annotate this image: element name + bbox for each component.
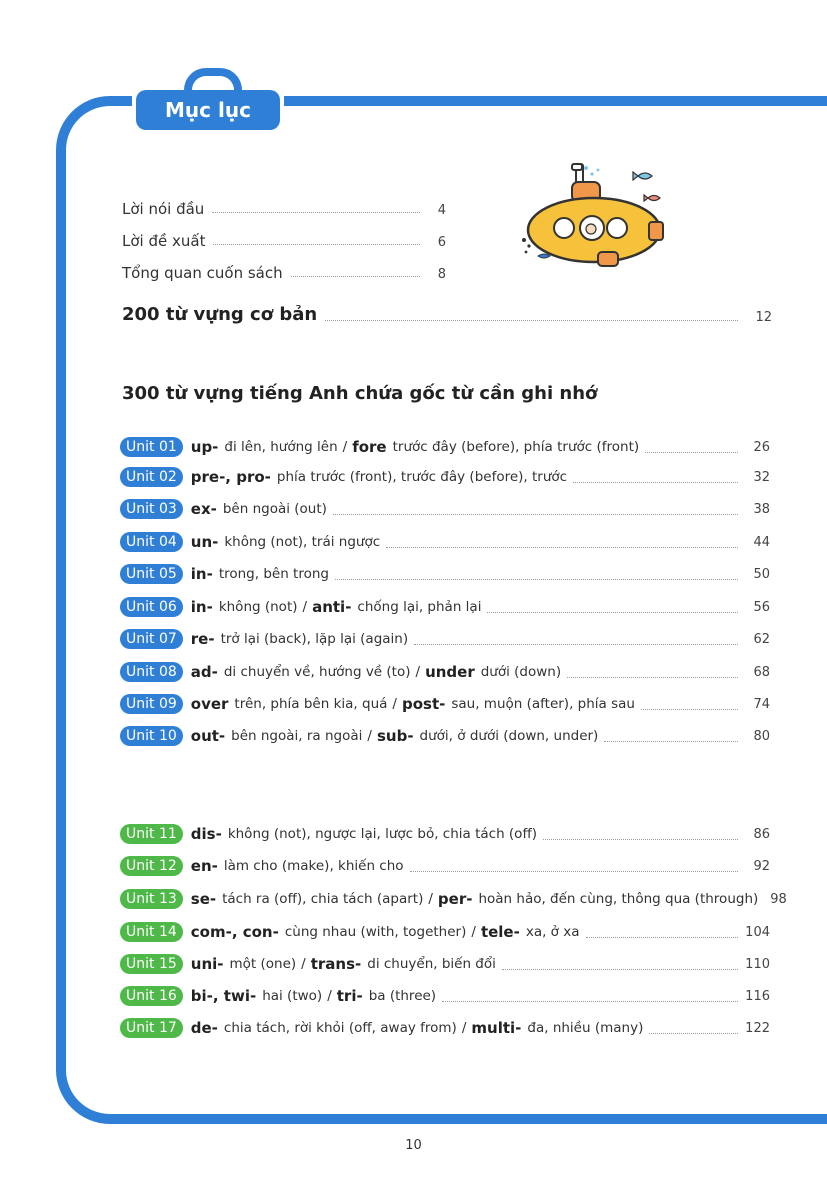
leader-dots xyxy=(333,514,738,515)
word-root: com-, con- xyxy=(190,923,279,941)
leader-dots xyxy=(543,839,738,840)
toc-label: Tổng quan cuốn sách xyxy=(122,264,283,282)
unit-badge: Unit 07 xyxy=(120,629,183,649)
unit-badge: Unit 06 xyxy=(120,597,183,617)
word-root: post- xyxy=(401,695,446,713)
unit-row[interactable] xyxy=(120,692,770,716)
root-meaning: dưới, ở dưới (down, under) xyxy=(419,728,599,744)
separator: / xyxy=(428,891,433,907)
unit-badge: Unit 03 xyxy=(120,499,183,519)
unit-badge: Unit 17 xyxy=(120,1018,183,1038)
toc-page: 4 xyxy=(437,203,446,218)
root-meaning: đi lên, hướng lên xyxy=(224,439,338,455)
section-title: 200 từ vựng cơ bản xyxy=(122,304,318,325)
root-meaning: dưới (down) xyxy=(480,664,562,680)
unit-row[interactable] xyxy=(120,562,770,586)
word-root: anti- xyxy=(312,598,352,616)
unit-row[interactable] xyxy=(120,822,770,846)
word-root: sub- xyxy=(376,727,414,745)
root-meaning: sau, muộn (after), phía sau xyxy=(451,696,635,712)
unit-badge: Unit 05 xyxy=(120,564,183,584)
unit-row[interactable] xyxy=(120,465,770,489)
unit-badge: Unit 09 xyxy=(120,694,183,714)
word-root: de- xyxy=(190,1019,218,1037)
separator: / xyxy=(327,988,332,1004)
root-meaning: ba (three) xyxy=(368,988,437,1004)
leader-dots xyxy=(586,937,739,938)
word-root: in- xyxy=(190,565,213,583)
word-root: fore xyxy=(352,438,387,456)
leader-dots xyxy=(291,276,420,277)
root-meaning: không (not) xyxy=(218,599,298,615)
unit-row[interactable] xyxy=(120,724,770,748)
unit-row[interactable] xyxy=(120,984,770,1008)
separator: / xyxy=(367,728,372,744)
toc-page: 116 xyxy=(745,988,770,1004)
toc-row[interactable] xyxy=(122,194,446,218)
word-root: ex- xyxy=(190,500,217,518)
toc-page: 86 xyxy=(753,826,770,842)
word-root: under xyxy=(425,663,475,681)
leader-dots xyxy=(641,709,738,710)
leader-dots xyxy=(567,677,738,678)
leader-dots xyxy=(604,741,738,742)
toc-page: 12 xyxy=(755,310,772,325)
leader-dots xyxy=(335,579,738,580)
word-root: uni- xyxy=(190,955,224,973)
root-meaning: xa, ở xa xyxy=(525,924,580,940)
toc-page: 32 xyxy=(753,469,770,485)
leader-dots xyxy=(487,612,738,613)
unit-badge: Unit 08 xyxy=(120,662,183,682)
toc-page: 74 xyxy=(753,696,770,712)
toc-page: 8 xyxy=(437,267,446,282)
unit-row[interactable] xyxy=(120,595,770,619)
unit-row[interactable] xyxy=(120,435,770,459)
unit-badge: Unit 12 xyxy=(120,856,183,876)
word-root: tri- xyxy=(336,987,363,1005)
unit-badge: Unit 13 xyxy=(120,889,183,909)
separator: / xyxy=(471,924,476,940)
leader-dots xyxy=(442,1001,738,1002)
word-root: dis- xyxy=(190,825,222,843)
root-meaning: hoàn hảo, đến cùng, thông qua (through) xyxy=(478,891,759,907)
unit-badge: Unit 02 xyxy=(120,467,183,487)
toc-page: 26 xyxy=(753,439,770,455)
separator: / xyxy=(461,1020,467,1036)
root-meaning: bên ngoài, ra ngoài xyxy=(231,728,363,744)
unit-row[interactable] xyxy=(120,1016,770,1040)
word-root: out- xyxy=(190,727,226,745)
root-meaning: bên ngoài (out) xyxy=(222,501,327,517)
root-meaning: không (not), ngược lại, lược bỏ, chia tách (off) xyxy=(227,826,538,842)
submarine-icon xyxy=(514,162,674,276)
word-root: un- xyxy=(190,533,219,551)
word-root: up- xyxy=(190,438,219,456)
unit-row[interactable] xyxy=(120,497,770,521)
word-root: en- xyxy=(190,857,218,875)
unit-row[interactable] xyxy=(120,530,770,554)
root-meaning: trước đây (before), phía trước (front) xyxy=(392,439,640,455)
separator: / xyxy=(301,956,306,972)
toc-page: 62 xyxy=(753,631,770,647)
root-meaning: di chuyển, biến đổi xyxy=(367,956,496,972)
root-meaning: chia tách, rời khỏi (off, away from) xyxy=(223,1020,457,1036)
word-root: in- xyxy=(190,598,213,616)
unit-badge: Unit 01 xyxy=(120,437,183,457)
root-meaning: trong, bên trong xyxy=(218,566,329,582)
root-meaning: hai (two) xyxy=(262,988,323,1004)
root-meaning: phía trước (front), trước đây (before), trước xyxy=(276,469,568,485)
toc-label: Lời đề xuất xyxy=(122,232,206,250)
word-root: se- xyxy=(190,890,217,908)
word-root: trans- xyxy=(310,955,362,973)
unit-badge: Unit 04 xyxy=(120,532,183,552)
leader-dots xyxy=(645,452,738,453)
root-meaning: trên, phía bên kia, quá xyxy=(234,696,388,712)
separator: / xyxy=(342,439,348,455)
toc-page: 50 xyxy=(753,566,770,582)
root-meaning: cùng nhau (with, together) xyxy=(284,924,467,940)
toc-page: 104 xyxy=(745,924,770,940)
leader-dots xyxy=(212,212,420,213)
root-meaning: chống lại, phản lại xyxy=(357,599,482,615)
toc-page: 80 xyxy=(753,728,770,744)
word-root: ad- xyxy=(190,663,218,681)
leader-dots xyxy=(386,547,738,548)
toc-page: 6 xyxy=(437,235,446,250)
leader-dots xyxy=(213,244,420,245)
unit-badge: Unit 14 xyxy=(120,922,183,942)
toc-page: 44 xyxy=(753,534,770,550)
word-root: re- xyxy=(190,630,215,648)
separator: / xyxy=(302,599,308,615)
toc-page: 56 xyxy=(753,599,770,615)
root-meaning: di chuyển về, hướng về (to) xyxy=(223,664,411,680)
toc-page: 92 xyxy=(753,858,770,874)
root-meaning: trở lại (back), lặp lại (again) xyxy=(220,631,409,647)
word-root: bi-, twi- xyxy=(190,987,257,1005)
leader-dots xyxy=(649,1033,738,1034)
section-heading-roots: 300 từ vựng tiếng Anh chứa gốc từ cần ghi nhớ xyxy=(122,383,598,404)
page-number: 10 xyxy=(405,1138,422,1153)
word-root: per- xyxy=(437,890,473,908)
unit-row[interactable] xyxy=(120,854,770,878)
unit-badge: Unit 16 xyxy=(120,986,183,1006)
toc-page: 122 xyxy=(745,1020,770,1036)
root-meaning: đa, nhiều (many) xyxy=(527,1020,644,1036)
root-meaning: tách ra (off), chia tách (apart) xyxy=(222,891,424,907)
toc-row[interactable] xyxy=(122,226,446,250)
unit-badge: Unit 10 xyxy=(120,726,183,746)
word-root: pre-, pro- xyxy=(190,468,271,486)
unit-badge: Unit 11 xyxy=(120,824,183,844)
unit-badge: Unit 15 xyxy=(120,954,183,974)
leader-dots xyxy=(573,482,738,483)
word-root: multi- xyxy=(471,1019,522,1037)
word-root: over xyxy=(190,695,229,713)
leader-dots xyxy=(414,644,738,645)
separator: / xyxy=(415,664,421,680)
toc-page: 110 xyxy=(745,956,770,972)
section-heading-basic[interactable] xyxy=(122,304,772,325)
toc-row[interactable] xyxy=(122,258,446,282)
leader-dots xyxy=(502,969,738,970)
unit-row[interactable] xyxy=(120,660,770,684)
root-meaning: làm cho (make), khiến cho xyxy=(223,858,404,874)
toc-page: 68 xyxy=(753,664,770,680)
leader-dots xyxy=(410,871,738,872)
unit-row[interactable] xyxy=(120,887,787,911)
root-meaning: không (not), trái ngược xyxy=(224,534,381,550)
page-title: Mục lục xyxy=(136,90,280,130)
unit-row[interactable] xyxy=(120,627,770,651)
unit-row[interactable] xyxy=(120,952,770,976)
toc-page: 38 xyxy=(753,501,770,517)
root-meaning: một (one) xyxy=(229,956,297,972)
unit-row[interactable] xyxy=(120,920,770,944)
toc-label: Lời nói đầu xyxy=(122,200,205,218)
toc-page: 98 xyxy=(770,891,787,907)
word-root: tele- xyxy=(480,923,520,941)
separator: / xyxy=(392,696,397,712)
leader-dots xyxy=(325,320,738,321)
